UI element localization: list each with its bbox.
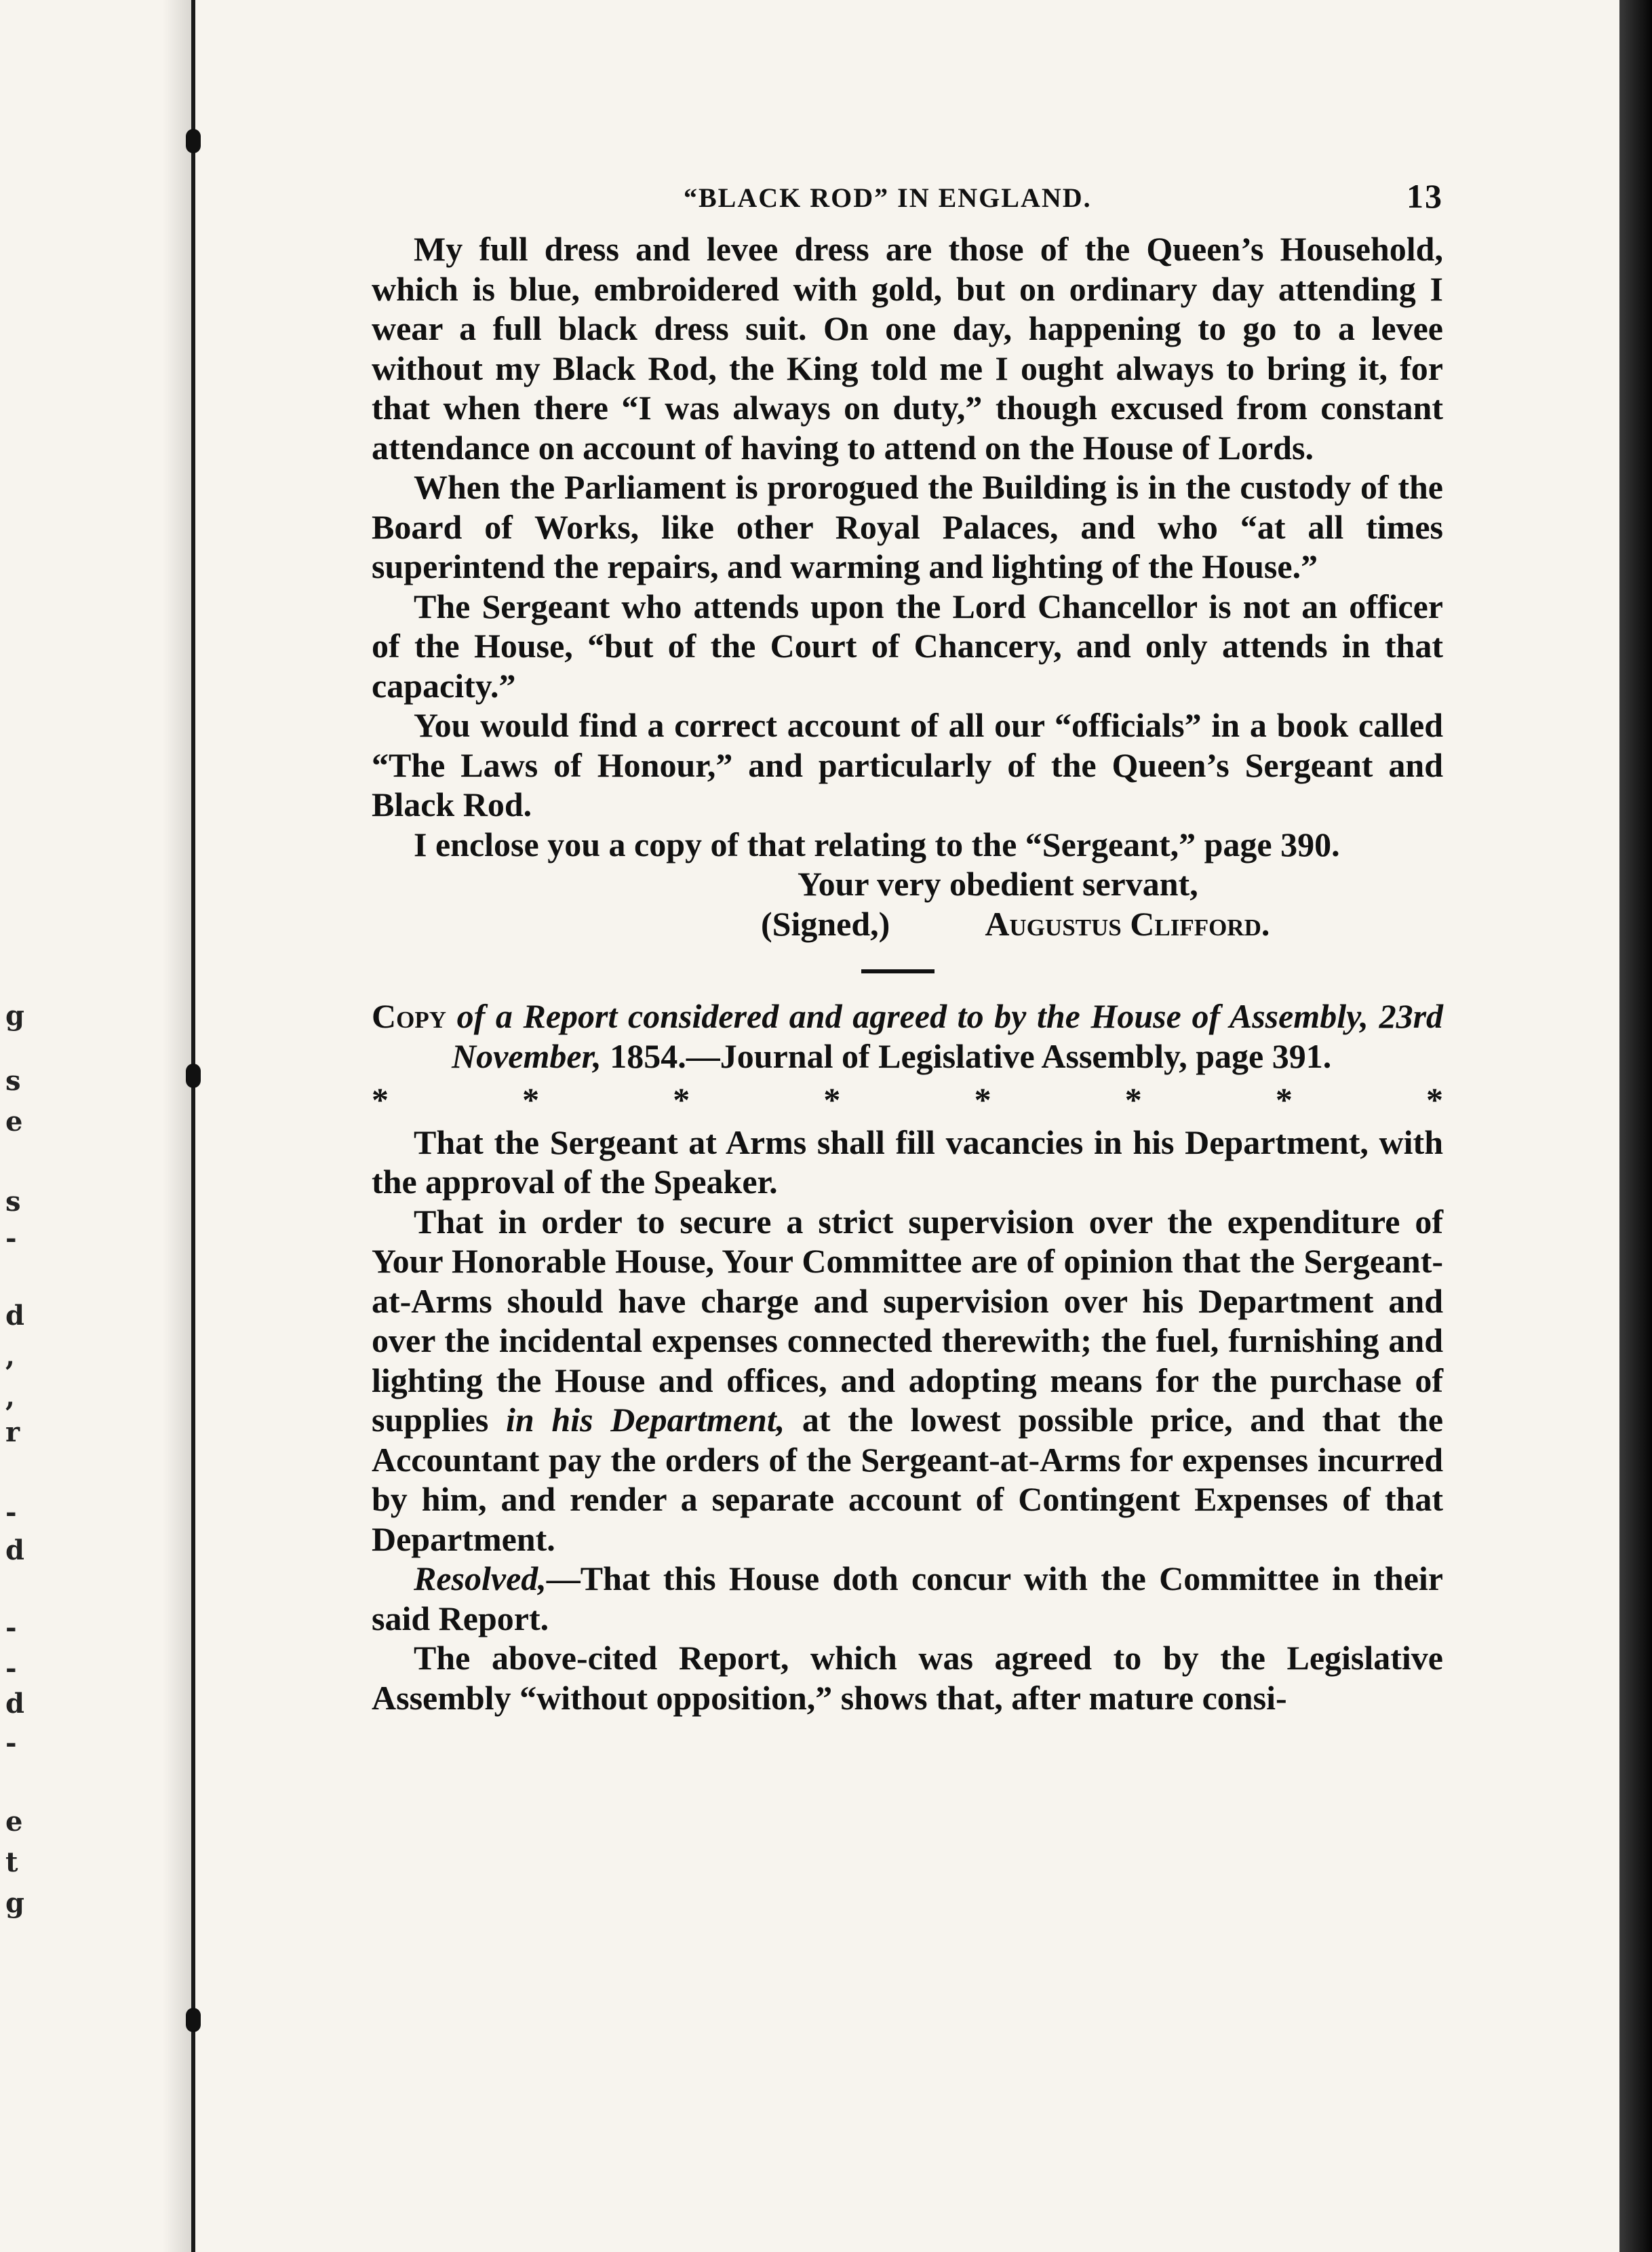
signatory-name: Augustus Clifford. — [985, 904, 1270, 943]
asterisk: * — [522, 1081, 540, 1119]
facing-page-fragment: - — [5, 1222, 17, 1254]
gutter-shadow — [163, 0, 191, 2252]
report-heading-title: of a Report considered and agreed to by the House of Assembly, — [456, 997, 1369, 1035]
facing-page-fragment: r — [5, 1416, 20, 1448]
facing-page-fragment: t — [5, 1846, 18, 1878]
facing-page-fragment: g — [5, 1887, 24, 1919]
facing-page-fragment: - — [5, 1727, 17, 1759]
letter-paragraph: I enclose you a copy of that relating to the “Sergeant,” page 390. — [414, 825, 1340, 863]
letter-paragraph: The Sergeant who attends upon the Lord Chancellor is not an officer of the House, “but of the Court of Chancery, and only attends in that capacity.” — [372, 587, 1443, 705]
scan-edge — [1619, 0, 1652, 2252]
binding-thread — [186, 2008, 201, 2032]
signed-note: (Signed,) — [761, 904, 890, 943]
resolved-label: Resolved, — [414, 1559, 547, 1597]
facing-page-fragment: d — [5, 1300, 24, 1332]
report-heading — [372, 996, 1443, 1076]
report-heading-date: 23rd November, — [452, 997, 1444, 1075]
facing-page-margin — [0, 0, 163, 2252]
letter-paragraph: When the Parliament is prorogued the Building is in the custody of the Board of Works, like other Royal Palaces, and who “at all times superintend the repairs, and warming and lighting of the House.” — [372, 468, 1443, 585]
facing-page-fragment: , — [5, 1340, 15, 1372]
facing-page-fragment: , — [5, 1381, 15, 1413]
report-paragraph-italic: in his Department, — [506, 1401, 785, 1439]
asterisk: * — [823, 1081, 841, 1119]
ellipsis-asterisks — [372, 1080, 1443, 1120]
facing-page-fragment: s — [5, 1186, 21, 1218]
report-heading-source: 1854.—Journal of Legislative Assembly, page 391. — [610, 1036, 1332, 1075]
letter-closing — [372, 864, 1443, 944]
closing-paragraph: The above-cited Report, which was agreed to by the Legislative Assembly “without opposition,” shows that, after mature consi- — [372, 1639, 1443, 1717]
page-number: 13 — [1407, 177, 1443, 215]
facing-page-fragment: - — [5, 1652, 17, 1684]
binding-thread — [186, 1064, 201, 1088]
asterisk: * — [1124, 1081, 1142, 1119]
facing-page-fragment: g — [5, 1000, 24, 1032]
valediction: Your very obedient servant, — [798, 865, 1198, 903]
running-head-title: “BLACK ROD” IN ENGLAND. — [684, 182, 1092, 213]
facing-page-fragment: e — [5, 1806, 23, 1838]
facing-page-fragment: - — [5, 1612, 17, 1644]
facing-page-fragment: d — [5, 1688, 24, 1720]
page-text — [372, 163, 1443, 1717]
report-paragraph: That the Sergeant at Arms shall fill vacancies in his Department, with the approval of the Speaker. — [372, 1123, 1443, 1201]
report-paragraph-text: at the lowest possible price, and that the Accountant pay the orders of the Sergeant-at-Arms for expenses incurred by him, and render a separate account of Contingent Expenses of that Department. — [372, 1401, 1444, 1558]
letter-paragraph: You would find a correct account of all our “officials” in a book called “The Laws of Honour,” and particularly of the Queen’s Sergeant and Black Rod. — [372, 706, 1443, 823]
running-head — [372, 163, 1443, 215]
binding-thread — [186, 129, 201, 153]
report-paragraph — [372, 1202, 1443, 1559]
facing-page-fragment: d — [5, 1534, 24, 1566]
facing-page-fragment: e — [5, 1106, 23, 1138]
report-paragraph-text: That in order to secure a strict supervision over the expenditure of Your Honorable House, Your Committee are of opinion that the Sergeant-at-Arms should have charge and supervision over his Department and over the incidental expenses connected therewith; the fuel, furnishing and lighting the House and offices, and adopting means for the purchase of supplies — [372, 1202, 1443, 1439]
letter-paragraph: My full dress and levee dress are those of the Queen’s Household, which is blue, embroidered with gold, but on ordinary day attending I wear a full black dress suit. On one day, happening to go to a levee without my Black Rod, the King told me I ought always to bring it, for that when there “I was always on duty,” though excused from constant attendance on account of having to attend on the House of Lords. — [372, 230, 1443, 467]
resolution-text: —That this House doth concur with the Committee in their said Report. — [372, 1559, 1443, 1637]
facing-page-fragment: s — [5, 1065, 21, 1097]
report-heading-copy: Copy — [372, 997, 446, 1035]
binding-fold — [191, 0, 195, 2252]
asterisk: * — [974, 1081, 991, 1119]
asterisk: * — [1425, 1081, 1443, 1119]
section-divider — [861, 969, 935, 973]
facing-page-fragment: - — [5, 1496, 17, 1528]
asterisk: * — [1275, 1081, 1293, 1119]
resolution-paragraph — [372, 1559, 1443, 1638]
asterisk: * — [372, 1081, 389, 1119]
asterisk: * — [673, 1081, 690, 1119]
signature-line — [372, 904, 1443, 944]
